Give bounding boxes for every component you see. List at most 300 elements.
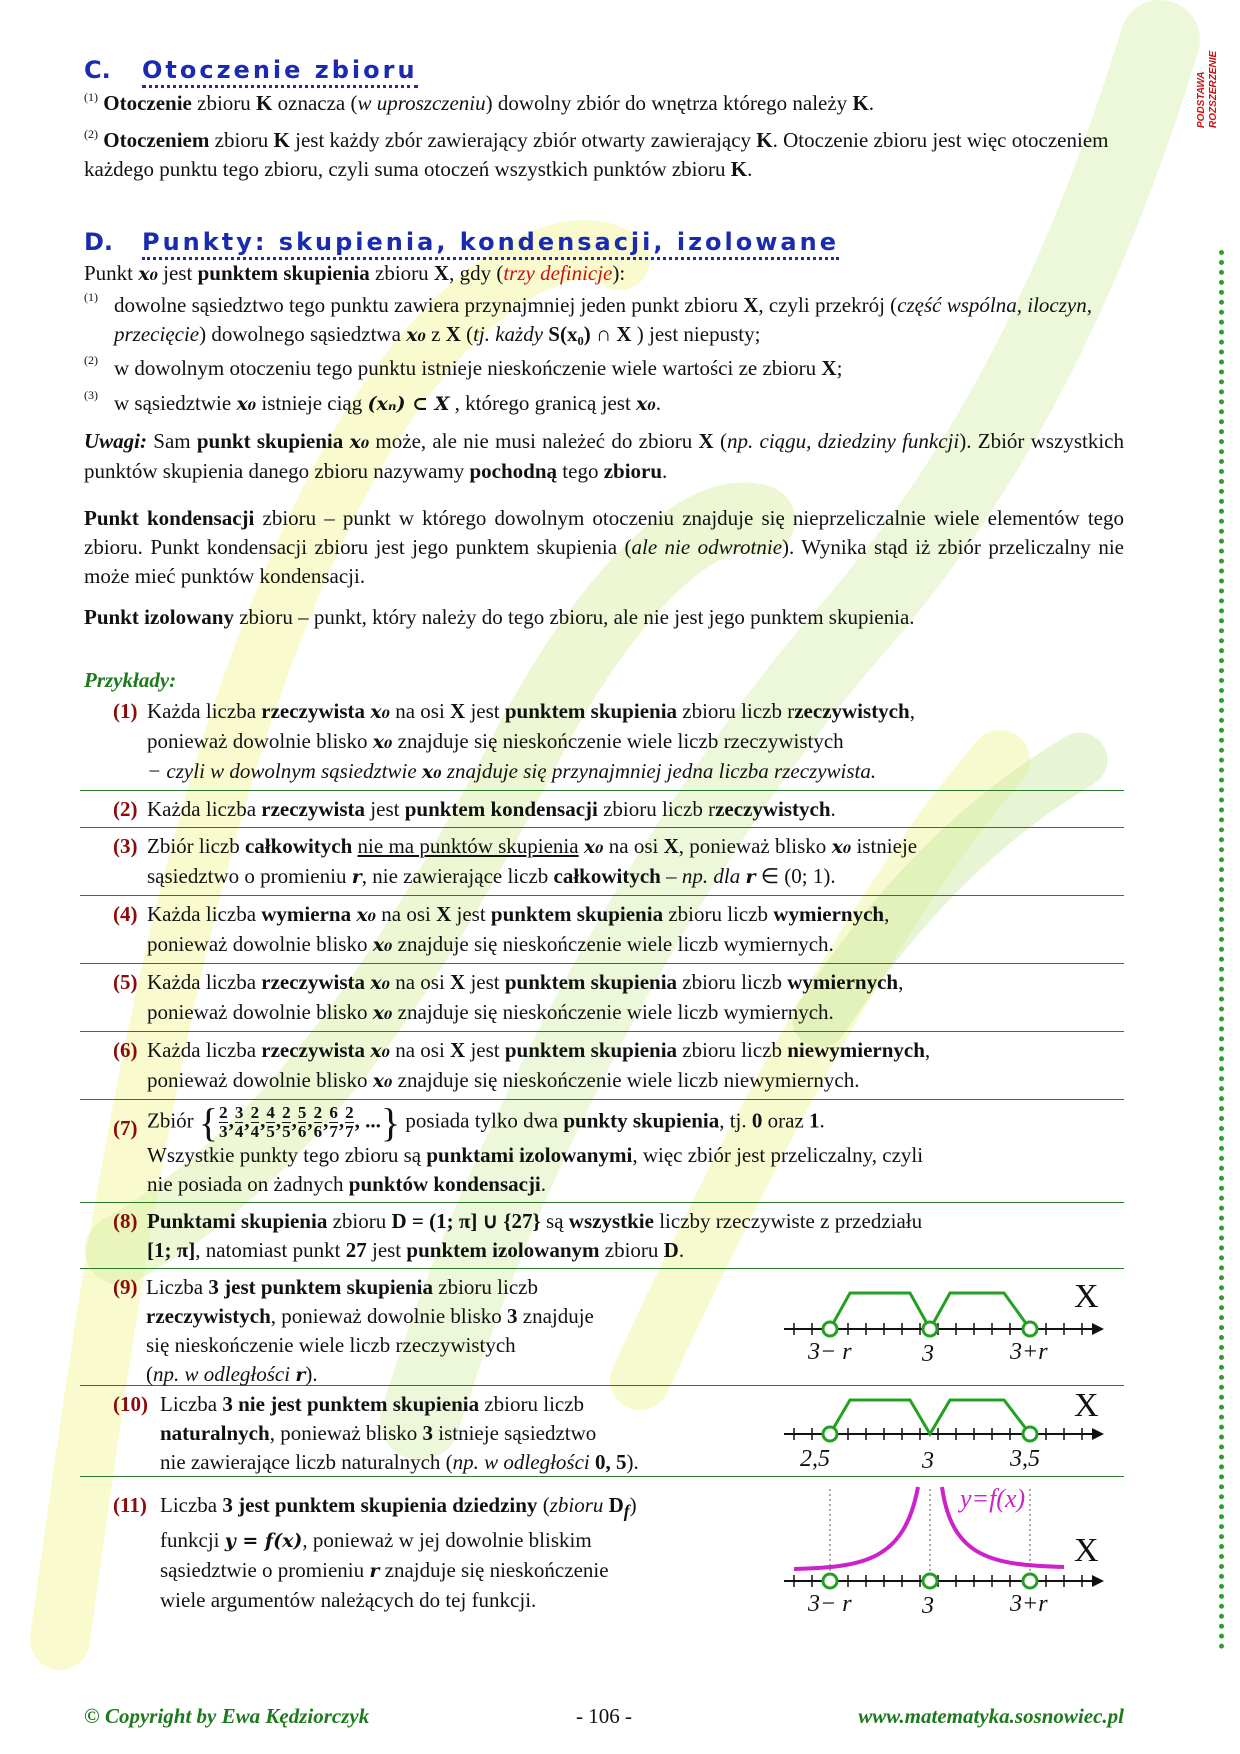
text: .	[830, 797, 836, 821]
text: K	[273, 128, 290, 152]
text: ,	[924, 1038, 931, 1062]
text: .	[655, 391, 661, 415]
math: r	[369, 1560, 380, 1583]
example-body	[80, 1269, 686, 1390]
example-body	[114, 697, 1124, 787]
example-number: (11)	[113, 1493, 147, 1517]
text: f	[623, 1501, 630, 1522]
example-8	[80, 1203, 1124, 1269]
text: np. w odległości	[153, 1362, 296, 1386]
footnote-number: (2)	[84, 127, 98, 141]
math: D = (1; π] ∪ {27}	[391, 1209, 541, 1233]
text: nie posiada on żadnych	[147, 1172, 349, 1196]
text: (	[460, 322, 474, 346]
open-point-mid	[923, 1322, 937, 1336]
numerator: 2	[250, 1103, 260, 1122]
example-2	[80, 791, 1124, 828]
right-label: 3+r	[1010, 1591, 1048, 1617]
example-number: (4)	[113, 902, 138, 926]
definition-3	[84, 389, 1124, 419]
text: z	[425, 322, 446, 346]
text: ) dowolny zbiór do wnętrza którego należy	[485, 91, 853, 115]
example-number: (6)	[113, 1038, 138, 1062]
text: ;	[836, 356, 843, 380]
term: Otoczeniem	[103, 128, 210, 152]
text: .	[678, 1238, 685, 1262]
text: punktów kondensacji	[348, 1172, 541, 1196]
text: Każda liczba	[147, 797, 262, 821]
denominator: 6	[297, 1122, 307, 1141]
text: K	[756, 128, 773, 152]
function-figure-11	[774, 1481, 1114, 1617]
text: Liczba	[160, 1493, 223, 1517]
text: istnieje	[851, 834, 918, 858]
numerator: 5	[297, 1103, 307, 1122]
example-body	[114, 968, 1124, 1028]
axis-label: X	[1074, 1387, 1099, 1424]
text: np. w odległości	[452, 1450, 595, 1474]
text: ).	[626, 1450, 639, 1474]
website-link[interactable]: www.matematyka.sosnowiec.pl	[858, 1704, 1124, 1728]
text: ponieważ dowolnie blisko	[147, 1068, 373, 1092]
term: Otoczenie	[103, 91, 192, 115]
text: całkowitych	[553, 864, 661, 888]
text: , którego granicą jest	[449, 391, 637, 415]
text: rzeczywista	[261, 1038, 366, 1062]
text: X	[450, 970, 466, 994]
text: jest	[365, 797, 405, 821]
function-label: y=f(x)	[960, 1484, 1026, 1513]
text: , gdy (	[449, 261, 504, 285]
open-point-left	[823, 1574, 837, 1588]
example-body	[114, 900, 1124, 960]
text: , tj.	[719, 1108, 752, 1133]
text: zbioru	[191, 91, 257, 115]
text: wymiernych	[787, 970, 899, 994]
text: na osi	[389, 699, 451, 723]
comma: ,	[323, 1108, 329, 1133]
text: jest	[465, 970, 505, 994]
term: punkt skupienia	[196, 429, 344, 453]
example-number: (2)	[113, 797, 138, 821]
text: punkty skupienia	[563, 1108, 720, 1133]
axis-label: X	[1074, 1278, 1099, 1315]
text: znajduje się nieskończenie wiele liczb rzeczywistych	[392, 729, 844, 753]
remarks-label: Uwagi:	[84, 429, 147, 453]
open-point-right	[1023, 1427, 1037, 1441]
text: ,	[909, 699, 915, 723]
math: x₀	[370, 701, 390, 723]
numerator: 2	[313, 1103, 323, 1122]
text: znajduje	[517, 1304, 594, 1328]
text: zeczywistych	[715, 797, 831, 821]
text: Każda liczba	[147, 970, 262, 994]
text: 3 jest punktem skupienia	[208, 1275, 434, 1299]
denominator: 3	[219, 1122, 228, 1141]
text: , ...	[354, 1108, 381, 1133]
section-title: Punkty: skupienia, kondensacji, izolowane	[142, 228, 839, 260]
text: wymiernych	[773, 902, 885, 926]
denominator: 4	[250, 1122, 260, 1141]
text: ). Zbiór wszystkich punktów skupienia danego zbioru nazywamy	[84, 429, 1124, 483]
fraction	[345, 1104, 354, 1141]
section-d-heading	[84, 228, 1124, 257]
example-1	[80, 695, 1124, 791]
right-label: 3+r	[1010, 1339, 1048, 1365]
text: )	[629, 1493, 637, 1517]
fraction	[298, 1104, 307, 1141]
text: całkowitych	[244, 834, 353, 858]
text: 0	[751, 1108, 763, 1133]
text: 3 nie jest punktem skupienia	[222, 1392, 480, 1416]
comma: ,	[307, 1108, 313, 1133]
text: zbioru liczb r	[597, 797, 716, 821]
numerator: 6	[329, 1103, 338, 1122]
text: zbioru	[549, 1493, 604, 1517]
text: jest każdy zbór zawierający zbiór otwarty zawierający	[289, 128, 757, 152]
math: 0, 5	[595, 1450, 627, 1474]
text: Liczba	[146, 1275, 209, 1299]
text: naturalnych	[160, 1421, 270, 1445]
math: x₀	[421, 761, 442, 783]
text: sąsiedztwo o promieniu	[147, 864, 352, 888]
text: jest	[451, 902, 491, 926]
text: oznacza (	[272, 91, 358, 115]
text: znajduje się nieskończenie wiele liczb niewymiernych.	[392, 1068, 860, 1092]
mid-label: 3	[922, 1448, 934, 1474]
text: punktem skupienia	[504, 1038, 678, 1062]
text: zbioru – punkt, który należy do tego zbioru, ale nie jest jego punktem skupienia.	[233, 605, 915, 629]
text: tj. każdy	[473, 322, 549, 346]
text: rzeczywista	[261, 970, 366, 994]
condensation-point	[84, 504, 1124, 591]
mid-label: 3	[922, 1593, 934, 1617]
definition-intro	[84, 259, 1124, 289]
footnote-number: (2)	[84, 353, 98, 367]
text: jest	[465, 699, 505, 723]
text: ponieważ dowolnie blisko	[147, 729, 373, 753]
example-body	[114, 1100, 1124, 1199]
text: 3	[422, 1421, 433, 1445]
text: D	[603, 1493, 624, 1517]
text: znajduje się nieskończenie wiele liczb wymiernych.	[392, 1000, 834, 1024]
axis-label: X	[1074, 1532, 1099, 1569]
axis-arrow	[1092, 1575, 1104, 1587]
copyright: © Copyright by Ewa Kędziorczyk	[84, 1704, 370, 1728]
example-number: (8)	[113, 1209, 138, 1233]
definition-1	[84, 291, 1124, 350]
text: , więc zbiór jest przeliczalny, czyli	[632, 1143, 924, 1167]
text: X	[436, 902, 452, 926]
text: K	[852, 91, 869, 115]
text: zbioru liczb	[479, 1392, 585, 1416]
example-body	[114, 832, 1124, 892]
text: ) dowolnego sąsiedztwa	[199, 322, 407, 346]
text: znajduje się nieskończenie	[379, 1558, 609, 1583]
number-line-figure-9	[774, 1271, 1114, 1381]
text: ponieważ dowolnie blisko	[147, 932, 373, 956]
text: punktem kondensacji	[404, 797, 598, 821]
content	[84, 56, 1124, 1617]
side-tag-line2: ROZSZERZENIE	[1208, 50, 1219, 128]
comma: ,	[338, 1108, 345, 1133]
text: się nieskończenie wiele liczb rzeczywistych	[146, 1333, 516, 1357]
open-point-right	[1023, 1574, 1037, 1588]
fraction	[219, 1104, 228, 1141]
text: sąsiedztwie o promieniu	[160, 1558, 370, 1583]
example-5	[80, 964, 1124, 1032]
text: 27	[345, 1238, 367, 1262]
section-c-heading	[84, 56, 1124, 85]
numerator: 3	[234, 1103, 244, 1122]
text: ale nie odwrotnie	[631, 535, 783, 559]
isolated-point	[84, 603, 1124, 632]
fraction	[329, 1104, 338, 1141]
text: punktami izolowanymi	[426, 1143, 633, 1167]
text: oraz	[762, 1108, 810, 1133]
text: jest	[157, 261, 198, 285]
text: X	[821, 356, 837, 380]
example-3	[80, 828, 1124, 896]
text: X	[698, 429, 714, 453]
text: Zbiór liczb	[147, 834, 245, 858]
math: x₀	[372, 1070, 393, 1092]
fraction-list	[218, 1103, 355, 1141]
math: x₀	[831, 836, 852, 858]
text: może, ale nie musi należeć do zbioru	[369, 429, 699, 453]
text: zbioru	[369, 261, 434, 285]
text: w dowolnym otoczeniu tego punktu istnieje nieskończenie wiele wartości ze zbioru	[114, 356, 822, 380]
text: na osi	[603, 834, 664, 858]
text: , natomiast punkt	[195, 1238, 346, 1262]
footnote-number: (1)	[84, 290, 98, 304]
example-9	[80, 1269, 1124, 1386]
text: ,	[884, 902, 890, 926]
green-dotted-border	[1219, 250, 1224, 1650]
example-6	[80, 1032, 1124, 1100]
example-7	[80, 1100, 1124, 1203]
text: zbioru liczb	[677, 970, 788, 994]
text: zbioru	[599, 1238, 664, 1262]
text: , ponieważ blisko	[269, 1421, 423, 1445]
example-number: (5)	[113, 970, 138, 994]
comma: ,	[228, 1108, 234, 1133]
text: (	[537, 1493, 550, 1517]
text: punktem skupienia	[504, 699, 678, 723]
text: zbioru – punkt w którego dowolnym otoczeniu znajduje się nieprzeliczalnie wiele elementów tego zbioru. Punkt kondensacji zbioru jest jego punktem skupienia (	[84, 506, 1124, 559]
section-label: D.	[84, 228, 114, 256]
numerator: 2	[345, 1103, 354, 1122]
math: x₀	[583, 836, 604, 858]
math: x₀	[370, 972, 390, 994]
footer	[84, 1704, 1124, 1734]
math: (xₙ) ⊂ X	[367, 393, 450, 415]
text: posiada tylko dwa	[400, 1108, 564, 1133]
math: x₀	[372, 934, 393, 956]
left-label: 2,5	[800, 1446, 830, 1472]
text: jest	[366, 1238, 407, 1262]
mid-label: 3	[922, 1341, 934, 1367]
text: Punkt	[84, 261, 139, 285]
open-point-left	[823, 1322, 837, 1336]
axis-arrow	[1092, 1323, 1104, 1335]
fraction	[251, 1104, 260, 1141]
left-label: 3− r	[808, 1591, 852, 1617]
text: wszystkie	[568, 1209, 654, 1233]
text: zbioru	[327, 1209, 392, 1233]
text: punktem izolowanym	[406, 1238, 600, 1262]
text: − czyli w dowolnym sąsiedztwie	[147, 759, 422, 783]
text: punktem skupienia	[504, 970, 678, 994]
text: , czyli przekrój (	[758, 293, 898, 317]
denominator: 7	[329, 1122, 338, 1141]
text: zbioru liczb	[677, 1038, 788, 1062]
neighborhood-arcs	[830, 1400, 1030, 1434]
text: Każda liczba	[147, 1038, 262, 1062]
text: Każda liczba	[147, 902, 262, 926]
text: rzeczywistych	[146, 1304, 271, 1328]
comma: ,	[291, 1108, 297, 1133]
text: X	[433, 261, 450, 285]
text: Sam	[147, 429, 197, 453]
example-number: (10)	[113, 1392, 148, 1416]
text: znajduje się przynajmniej jedna liczba rzeczywista.	[441, 759, 877, 783]
text: .	[662, 459, 668, 483]
example-number: (1)	[113, 699, 138, 723]
math: r	[295, 1364, 306, 1386]
text: .	[868, 91, 875, 115]
math: r	[351, 866, 362, 888]
text: zbioru	[209, 128, 274, 152]
text: rzeczywista	[261, 797, 366, 821]
text: na osi	[389, 1038, 451, 1062]
text: dowolne sąsiedztwo tego punktu zawiera przynajmniej jeden punkt zbioru	[114, 293, 744, 317]
example-number: (9)	[113, 1275, 138, 1299]
text: Zbiór	[147, 1108, 199, 1133]
page-number: - 106 -	[576, 1704, 632, 1728]
text: .	[819, 1108, 825, 1133]
right-label: 3,5	[1010, 1446, 1040, 1472]
section-c-p1	[84, 89, 1124, 118]
term: Punkt kondensacji	[84, 506, 255, 530]
examples-heading: Przykłady:	[84, 668, 177, 692]
text: Wszystkie punkty tego zbioru są	[147, 1143, 427, 1167]
left-brace: {	[198, 1100, 219, 1145]
text: , ponieważ dowolnie blisko	[270, 1304, 507, 1328]
example-number: (3)	[113, 834, 138, 858]
example-11	[80, 1477, 1124, 1617]
text: , nie zawierające liczb	[361, 864, 554, 888]
text: punktem skupienia	[490, 902, 664, 926]
example-body	[80, 1386, 700, 1477]
text: ponieważ dowolnie blisko	[147, 1000, 373, 1024]
math: x₀	[372, 1002, 393, 1024]
term: pochodną	[469, 459, 558, 483]
math: x₀	[356, 904, 376, 926]
text: (	[713, 429, 727, 453]
text: wiele argumentów należących do tej funkcji.	[160, 1588, 537, 1613]
section-label: C.	[84, 56, 111, 84]
text: X	[743, 293, 759, 317]
text: istnieje sąsiedztwo	[433, 1421, 597, 1445]
text: , ponieważ blisko	[678, 834, 832, 858]
text: np. ciągu, dziedziny funkcji	[726, 429, 960, 453]
text: zbioru liczb	[433, 1275, 538, 1299]
text: Liczba	[160, 1392, 223, 1416]
text: X	[450, 699, 466, 723]
definition-2	[84, 354, 1124, 383]
text: 3	[507, 1304, 518, 1328]
math: S(x₀) ∩ X	[548, 322, 632, 346]
math: x₀	[636, 393, 656, 415]
text: X	[663, 834, 679, 858]
example-number: (7)	[113, 1116, 138, 1140]
term: Punkt izolowany	[84, 605, 234, 629]
text: .	[747, 157, 753, 181]
text: na osi	[389, 970, 451, 994]
text: . Otoczenie zbioru jest więc otoczeniem każdego punktu tego zbioru, czyli suma otoczeń wszystkich punktów zbioru	[84, 128, 1109, 181]
text: K	[256, 91, 273, 115]
text: 1	[809, 1108, 820, 1133]
axis-arrow	[1092, 1428, 1104, 1440]
text: 3 jest punktem skupienia dziedziny	[222, 1493, 538, 1517]
open-point-right	[1023, 1322, 1037, 1336]
numerator: 2	[219, 1103, 228, 1122]
text: trzy definicje	[503, 261, 613, 285]
text: w sąsiedztwie	[114, 391, 237, 415]
section-c-p2	[84, 126, 1124, 184]
comma: ,	[260, 1108, 266, 1133]
text: ,	[898, 970, 904, 994]
text: tego	[557, 459, 604, 483]
number-line-figure-10	[774, 1386, 1114, 1476]
term: punktem skupienia	[197, 261, 370, 285]
text: X	[445, 322, 461, 346]
text: zbioru	[603, 459, 663, 483]
fraction	[235, 1104, 244, 1141]
example-body	[80, 1477, 700, 1615]
section-title: Otoczenie zbioru	[142, 56, 418, 88]
text: Każda liczba	[147, 699, 262, 723]
denominator: 5	[266, 1122, 275, 1141]
left-label: 3− r	[808, 1339, 852, 1365]
text: jest	[465, 1038, 505, 1062]
text: , ponieważ w jej dowolnie bliskim	[302, 1528, 592, 1553]
text: zbioru liczb	[663, 902, 774, 926]
text: ):	[612, 261, 626, 285]
text: (	[146, 1362, 153, 1386]
text: na osi	[376, 902, 437, 926]
text: istnieje ciąg	[256, 391, 368, 415]
text: są	[540, 1209, 569, 1233]
numerator: 4	[266, 1103, 275, 1122]
text: ) jest niepusty;	[631, 322, 761, 346]
fraction	[282, 1104, 291, 1141]
side-tag-line1: PODSTAWA	[1196, 71, 1207, 128]
text: zeczywistych	[794, 699, 910, 723]
text: K	[730, 157, 748, 181]
text: X	[450, 1038, 466, 1062]
comma: ,	[244, 1108, 250, 1133]
text: ). Wynika stąd iż zbiór przeliczalny nie może mieć punktów kondensacji.	[84, 535, 1124, 588]
example-body	[114, 1207, 1124, 1265]
open-point-left	[823, 1427, 837, 1441]
math: x₀	[372, 731, 393, 753]
denominator: 7	[345, 1122, 354, 1141]
open-point-mid	[923, 1574, 937, 1588]
right-brace: }	[380, 1100, 401, 1145]
text: nie zawierające liczb naturalnych (	[160, 1450, 453, 1474]
